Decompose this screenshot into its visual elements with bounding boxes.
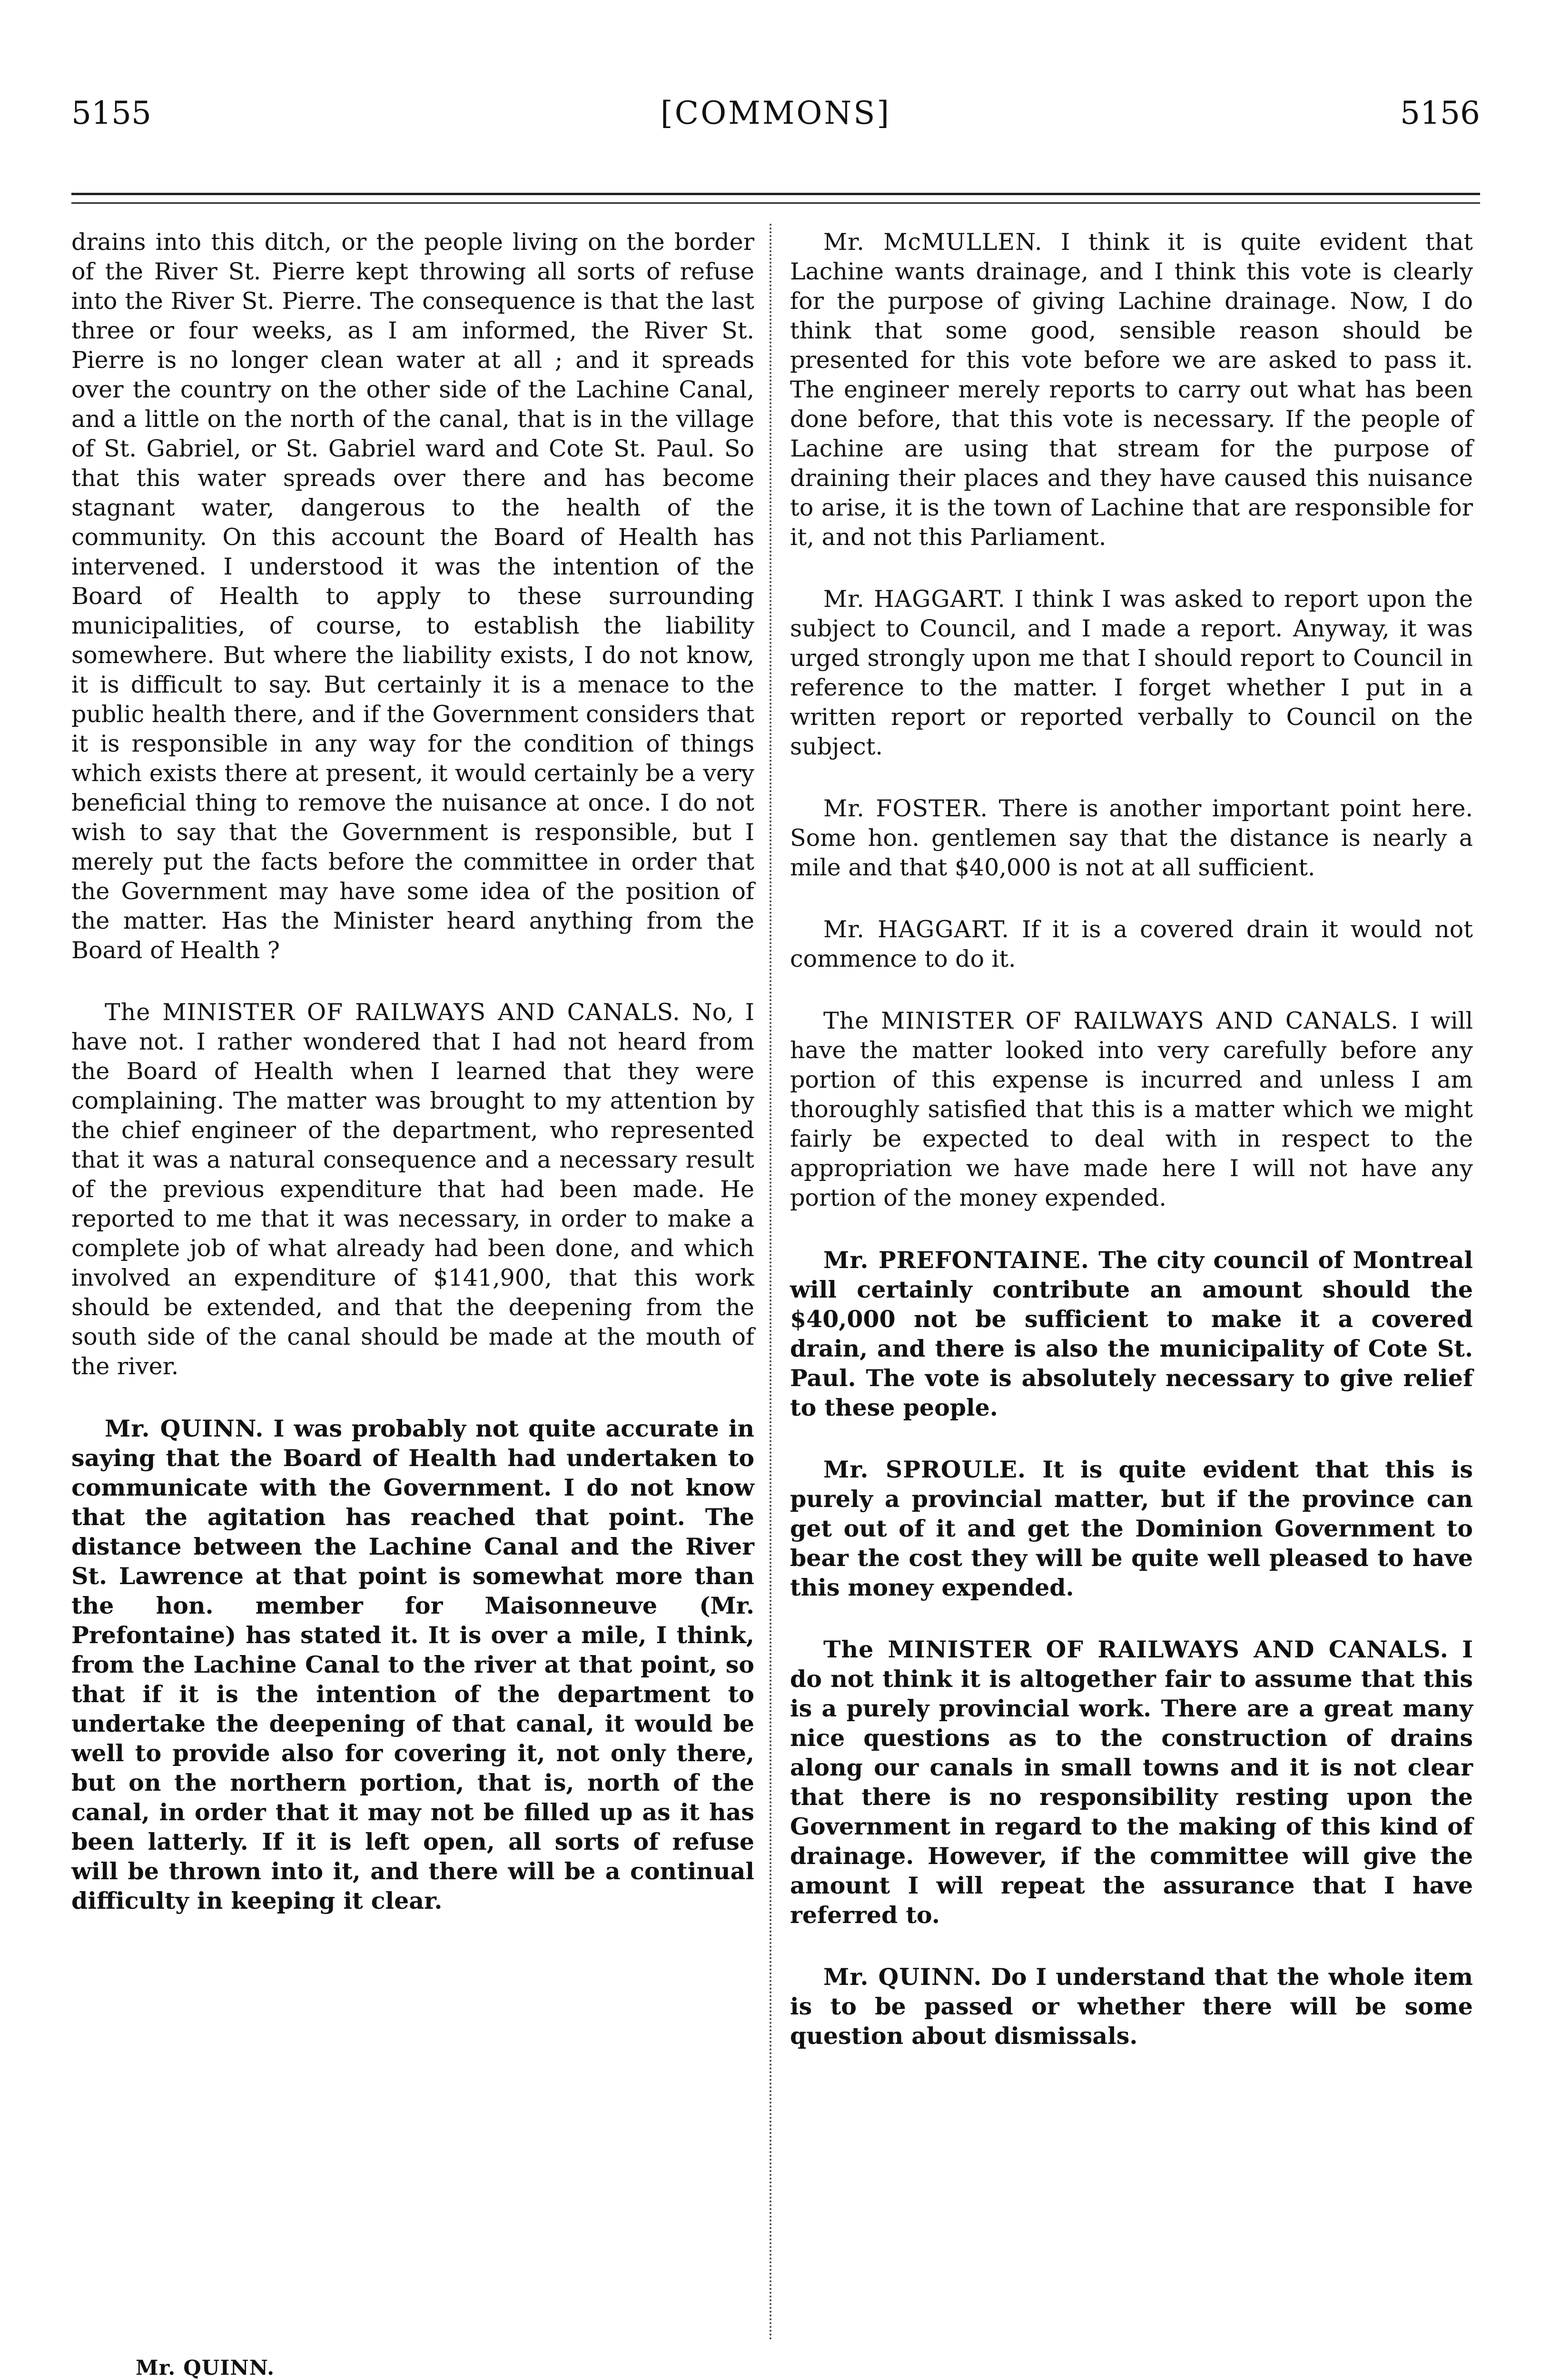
paragraph	[790, 228, 1473, 552]
speaker-name: The MINISTER OF RAILWAYS AND CANALS.	[823, 1007, 1399, 1034]
speech-text: drains into this ditch, or the people living on the border of the River St. Pierre kept throwing all sorts of refuse into the River St. Pierre. The consequence is that the last three or four weeks, as I am informed, the River St. Pierre is no longer clean water at all ; and it spreads over the country on the other side of the Lachine Canal, and a little on the north of the canal, that is in the village of St. Gabriel, or St. Gabriel ward and Cote St. Paul. So that this water spreads over there and has become stagnant water, dangerous to the health of the community. On this account the Board of Health has intervened. I understood it was the intention of the Board of Health to apply to these surrounding municipalities, of course, to establish the liability somewhere. But where the liability exists, I do not know, it is difficult to say. But certainly it is a menace to the public health there, and if the Government considers that it is responsible in any way for the condition of things which exists there at present, it would certainly be a very beneficial thing to remove the nuisance at once. I do not wish to say that the Government is responsible, but I merely put the facts before the committee in order that the Government may have some idea of the position of the matter. Has the Minister heard anything from the Board of Health ?	[71, 228, 754, 964]
speech-text: I do not think it is altogether fair to assume that this is a purely provincial work. There are a great many nice questions as to the construction of drains along our canals in small towns and it is not clear that there is no responsibility resting upon the Government in regard to the making of this kind of drainage. However, if the committee will give the amount I will repeat the assurance that I have referred to.	[790, 1636, 1473, 1929]
speaker-name: Mr. HAGGART.	[823, 585, 1006, 613]
header-rule-secondary	[71, 202, 1480, 204]
paragraph	[71, 998, 754, 1381]
header-rule	[71, 193, 1480, 195]
paragraph	[790, 1962, 1473, 2051]
paragraph	[790, 1635, 1473, 1930]
page-title: [COMMONS]	[660, 95, 891, 131]
speech-text: Do I understand that the whole item is to be passed or whether there will be some question about dismissals.	[790, 1963, 1473, 2050]
paragraph	[790, 1006, 1473, 1213]
paragraph	[71, 1414, 754, 1915]
catchword-footer: Mr. QUINN.	[136, 2356, 275, 2380]
page-number-right: 5156	[1400, 95, 1480, 131]
column-divider	[770, 224, 771, 2342]
paragraph	[71, 228, 754, 965]
speaker-name: Mr. McMULLEN.	[823, 228, 1043, 256]
paragraph	[790, 915, 1473, 974]
speaker-name: Mr. QUINN.	[823, 1963, 982, 1991]
paragraph	[790, 585, 1473, 762]
page-header	[71, 95, 1480, 150]
speech-text: I think I was asked to report upon the subject to Council, and I made a report. Anyway, it was urged strongly upon me that I should report to Council in reference to the matter. I forget whether I put in a written report or reported verbally to Council on the subject.	[790, 585, 1473, 760]
page-number-left: 5155	[71, 95, 151, 131]
speech-text: There is another important point here. Some hon. gentlemen say that the distance is nearly a mile and that $40,000 is not at all sufficient.	[790, 795, 1473, 881]
speech-text: The city council of Montreal will certainly contribute an amount should the $40,000 not be sufficient to make it a covered drain, and there is also the municipality of Cote St. Paul. The vote is absolutely necessary to give relief to these people.	[790, 1246, 1473, 1421]
speech-text: I was probably not quite accurate in saying that the Board of Health had undertaken to communicate with the Government. I do not know that the agitation has reached that point. The distance between the Lachine Canal and the River St. Lawrence at that point is somewhat more than the hon. member for Maisonneuve (Mr. Prefontaine) has stated it. It is over a mile, I think, from the Lachine Canal to the river at that point, so that if it is the intention of the department to undertake the deepening of that canal, it would be well to provide also for covering it, not only there, but on the northern portion, that is, north of the canal, in order that it may not be filled up as it has been latterly. If it is left open, all sorts of refuse will be thrown into it, and there will be a continual difficulty in keeping it clear.	[71, 1415, 754, 1914]
speech-text: It is quite evident that this is purely a provincial matter, but if the province can get out of it and get the Dominion Government to bear the cost they will be quite well pleased to have this money expended.	[790, 1456, 1473, 1601]
speech-text: If it is a covered drain it would not commence to do it.	[790, 916, 1473, 972]
speaker-name: Mr. QUINN.	[105, 1415, 264, 1442]
speech-text: No, I have not. I rather wondered that I had not heard from the Board of Health when I learned that they were complaining. The matter was brought to my attention by the chief engineer of the department, who represented that it was a natural consequence and a necessary result of the previous expenditure that had been made. He reported to me that it was necessary, in order to make a complete job of what already had been done, and which involved an expenditure of $141,900, that this work should be extended, and that the deepening from the south side of the canal should be made at the mouth of the river.	[71, 999, 754, 1380]
paragraph	[790, 794, 1473, 883]
right-column	[790, 228, 1473, 2051]
paragraph	[790, 1455, 1473, 1602]
left-column	[71, 228, 754, 1915]
speech-text: I think it is quite evident that Lachine wants drainage, and I think this vote is clearly for the purpose of giving Lachine drainage. Now, I do think that some good, sensible reason should be presented for this vote before we are asked to pass it. The engineer merely reports to carry out what has been done before, that this vote is necessary. If the people of Lachine are using that stream for the purpose of draining their places and they have caused this nuisance to arise, it is the town of Lachine that are responsible for it, and not this Parliament.	[790, 228, 1473, 551]
paragraph	[790, 1245, 1473, 1422]
speaker-name: The MINISTER OF RAILWAYS AND CANALS.	[823, 1636, 1449, 1663]
speaker-name: Mr. PREFONTAINE.	[823, 1246, 1089, 1274]
speaker-name: The MINISTER OF RAILWAYS AND CANALS.	[105, 999, 681, 1026]
speaker-name: Mr. SPROULE.	[823, 1456, 1027, 1483]
speech-text: I will have the matter looked into very carefully before any portion of this expense is incurred and unless I am thoroughly satisfied that this is a matter which we might fairly be expected to deal with in respect to the appropriation we have made here I will not have any portion of the money expended.	[790, 1007, 1473, 1211]
speaker-name: Mr. HAGGART.	[823, 916, 1009, 943]
speaker-name: Mr. FOSTER.	[823, 795, 988, 822]
